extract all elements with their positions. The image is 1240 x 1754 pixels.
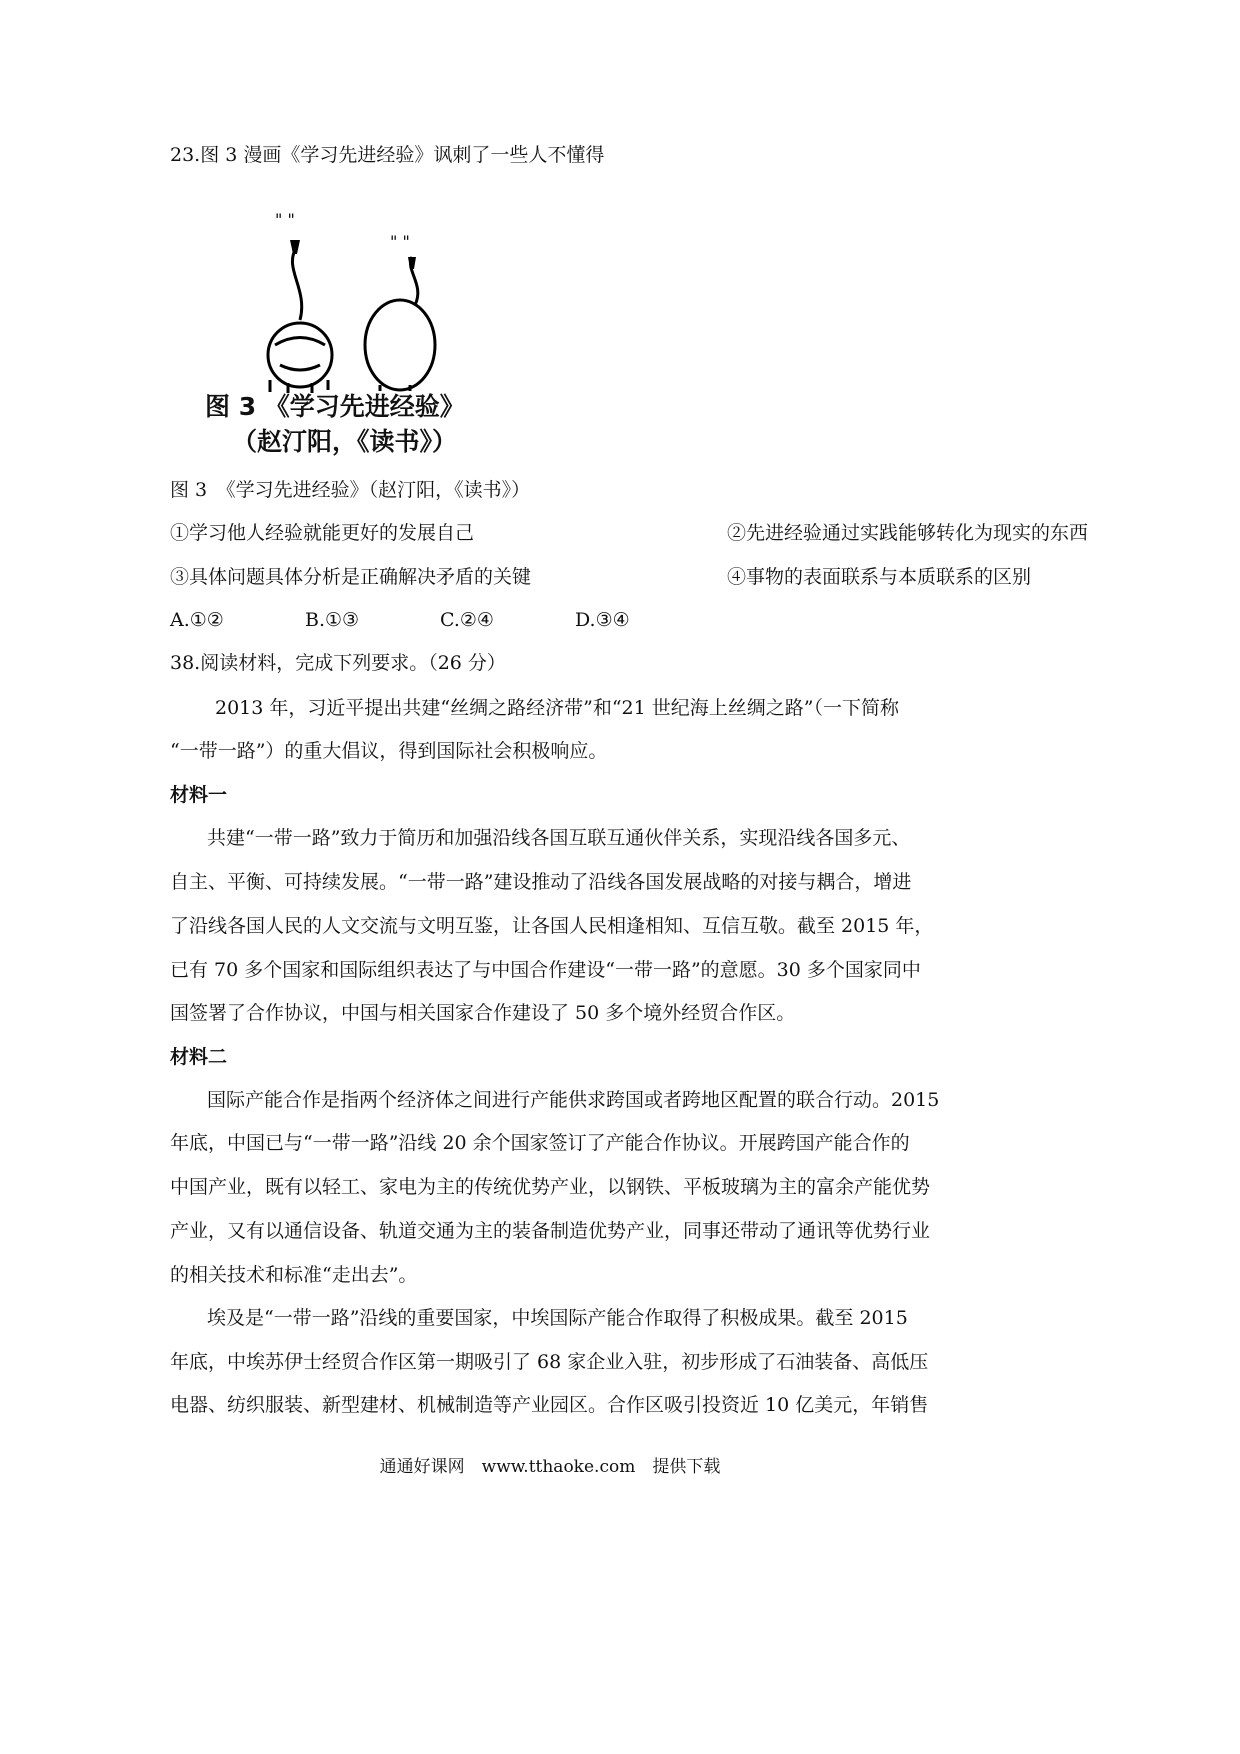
material-1-line: 了沿线各国人民的人文交流与文明互鉴，让各国人民相逢相知、互信互敬。截至 2015 年， — [170, 915, 934, 937]
material-2-line: 中国产业，既有以轻工、家电为主的传统优势产业，以钢铁、平板玻璃为主的富余产能优势 — [170, 1176, 931, 1198]
option-1: ①学习他人经验就能更好的发展自己 — [170, 522, 475, 544]
material-1-line: 共建“一带一路”致力于简历和加强沿线各国互联互通伙伴关系，实现沿线各国多元、 — [207, 827, 911, 849]
figure-caption: 图 3 《学习先进经验》（赵汀阳，《读书》） — [170, 479, 531, 501]
intro-line: “一带一路”）的重大倡议，得到国际社会积极响应。 — [170, 740, 608, 762]
question-38-stem: 38.阅读材料，完成下列要求。（26 分） — [170, 652, 506, 674]
svg-text:" ": " " — [390, 232, 410, 251]
material-2b-line: 电器、纺织服装、新型建材、机械制造等产业园区。合作区吸引投资近 10 亿美元，年销售 — [170, 1394, 929, 1416]
material-2-line: 国际产能合作是指两个经济体之间进行产能供求跨国或者跨地区配置的联合行动。2015 — [207, 1089, 940, 1111]
material-1-line: 已有 70 多个国家和国际组织表达了与中国合作建设“一带一路”的意愿。30 多个国家同中 — [170, 959, 921, 981]
svg-text:" ": " " — [275, 210, 295, 229]
option-4: ④事物的表面联系与本质联系的区别 — [727, 566, 1032, 588]
question-23-stem: 23.图 3 漫画《学习先进经验》讽刺了一些人不懂得 — [170, 144, 605, 166]
figure-caption-line1: 图 3 《学习先进经验》 — [205, 392, 465, 421]
answer-a: A.①② — [170, 609, 224, 631]
answer-c: C.②④ — [440, 609, 494, 631]
material-2-line: 产业，又有以通信设备、轨道交通为主的装备制造优势产业，同事还带动了通讯等优势行业 — [170, 1220, 931, 1242]
figure-caption-line2: （赵汀阳，《读书》） — [232, 427, 458, 456]
material-2-line: 年底，中国已与“一带一路”沿线 20 余个国家签订了产能合作协议。开展跨国产能合作的 — [170, 1132, 910, 1154]
material-2-title: 材料二 — [170, 1046, 228, 1068]
options-row-1 — [170, 521, 1089, 545]
material-1-line: 国签署了合作协议，中国与相关国家合作建设了 50 多个境外经贸合作区。 — [170, 1002, 796, 1024]
material-2-line: 的相关技术和标准“走出去”。 — [170, 1264, 418, 1286]
material-2b-line: 埃及是“一带一路”沿线的重要国家，中埃国际产能合作取得了积极成果。截至 2015 — [207, 1307, 908, 1329]
material-2b-line: 年底，中埃苏伊士经贸合作区第一期吸引了 68 家企业入驻，初步形成了石油装备、高低压 — [170, 1351, 929, 1373]
option-3: ③具体问题具体分析是正确解决矛盾的关键 — [170, 566, 532, 588]
options-row-2 — [170, 565, 1032, 589]
page-footer: 通通好课网 www.tthaoke.com 提供下载 — [379, 1457, 721, 1477]
answer-d: D.③④ — [575, 609, 630, 631]
intro-line: 2013 年，习近平提出共建“丝绸之路经济带”和“21 世纪海上丝绸之路”（一下简称 — [215, 697, 899, 719]
answer-b: B.①③ — [305, 609, 360, 631]
material-1-title: 材料一 — [170, 784, 228, 806]
cartoon-image — [240, 195, 520, 395]
option-2: ②先进经验通过实践能够转化为现实的东西 — [727, 522, 1089, 544]
material-1-line: 自主、平衡、可持续发展。“一带一路”建设推动了沿线各国发展战略的对接与耦合，增进 — [170, 871, 912, 893]
